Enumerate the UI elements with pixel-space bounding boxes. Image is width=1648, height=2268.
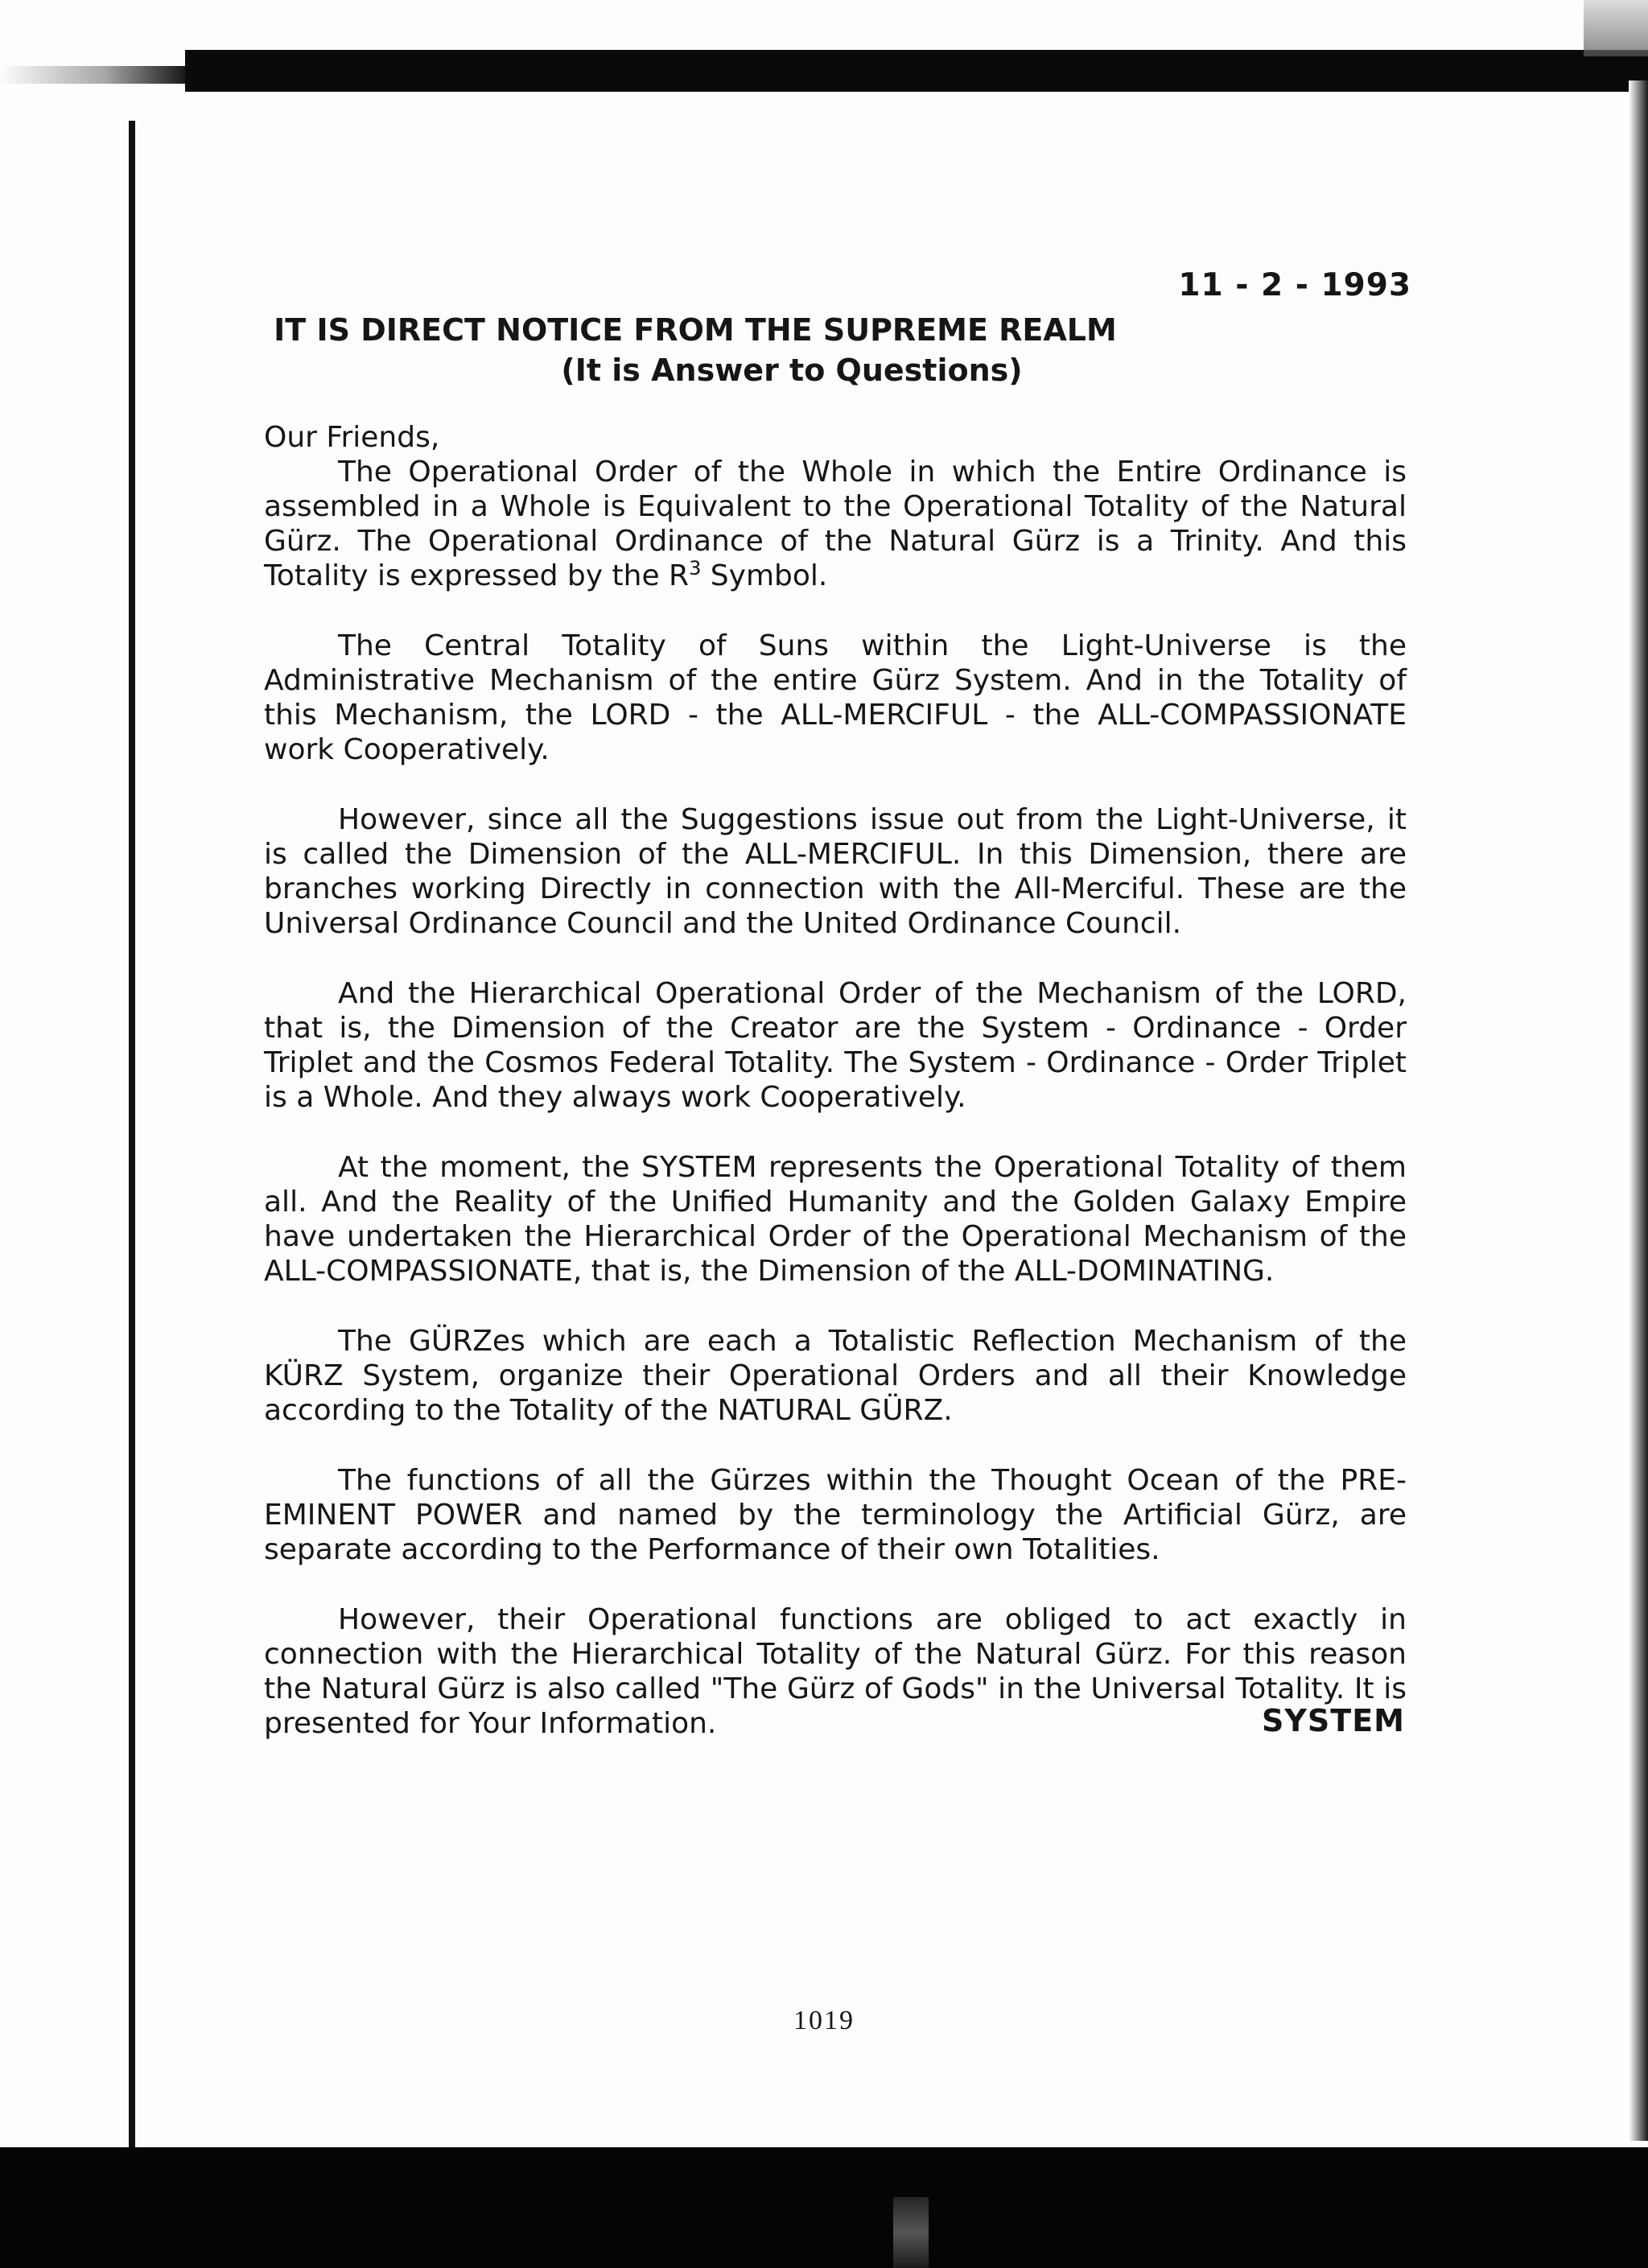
scan-bottom-shadow [0, 2147, 1648, 2268]
paragraph-7: The functions of all the Gürzes within the Thought Ocean of the PRE-EMINENT POWER and named by the terminology the Artificial Gürz, are separate according to the Performance of their own Totalities. [264, 1464, 1407, 1566]
document-subtitle: (It is Answer to Questions) [561, 353, 1023, 388]
document-title-block [0, 310, 1648, 390]
document-body [264, 420, 1407, 1776]
paragraph-4: And the Hierarchical Operational Order of the Mechanism of the LORD, that is, the Dimension of the Creator are the System - Ordinance - Order Triplet and the Cosmos Federal Totality. The System - Ordinance - Order Triplet is a Whole. And they always work Cooperatively. [264, 977, 1407, 1114]
paragraph-1: The Operational Order of the Whole in which the Entire Ordinance is assembled in a Whole is Equivalent to the Operational Totality of the Natural Gürz. The Operational Ordinance of the Natural Gürz is a Trinity. And this Totality is expressed by the $R^3$ Symbol. [264, 456, 1407, 592]
page-number: 1019 [793, 2006, 855, 2035]
signature: SYSTEM [1262, 1703, 1405, 1738]
paragraph-5: At the moment, the SYSTEM represents the Operational Totality of them all. And the Reality of the Unified Humanity and the Golden Galaxy Empire have undertaken the Hierarchical Order of the Operational Mechanism of the ALL-COMPASSIONATE, that is, the Dimension of the ALL-DOMINATING. [264, 1151, 1407, 1288]
document-title: IT IS DIRECT NOTICE FROM THE SUPREME REALM [274, 312, 1117, 348]
document-date: 11 - 2 - 1993 [1178, 267, 1411, 303]
paragraph-2: The Central Totality of Suns within the Light-Universe is the Administrative Mechanism of the entire Gürz System. And in the Totality of this Mechanism, the LORD - the ALL-MERCIFUL - the ALL-COMPASSIONATE work Cooperatively. [264, 629, 1407, 766]
paragraph-3: However, since all the Suggestions issue out from the Light-Universe, it is called the Dimension of the ALL-MERCIFUL. In this Dimension, there are branches working Directly in connection with the All-Merciful. These are the Universal Ordinance Council and the United Ordinance Council. [264, 803, 1407, 940]
superscript-three: 3 [689, 557, 702, 579]
scan-bottom-smudge [893, 2197, 929, 2268]
greeting: Our Friends, [264, 421, 440, 454]
paragraph-6: The GÜRZes which are each a Totalistic Reflection Mechanism of the KÜRZ System, organize their Operational Orders and all their Knowledge according to the Totality of the NATURAL GÜRZ. [264, 1325, 1407, 1427]
scan-top-shadow-fade [0, 66, 193, 84]
scan-left-edge [129, 121, 135, 2149]
paragraph-8: However, their Operational functions are obliged to act exactly in connection with the Hierarchical Totality of the Natural Gürz. For this reason the Natural Gürz is also called "The Gürz of Gods" in the Universal Totality. It is presented for Your Information. [264, 1603, 1407, 1740]
scan-corner-smudge [1584, 0, 1648, 56]
scan-top-shadow [185, 50, 1648, 92]
